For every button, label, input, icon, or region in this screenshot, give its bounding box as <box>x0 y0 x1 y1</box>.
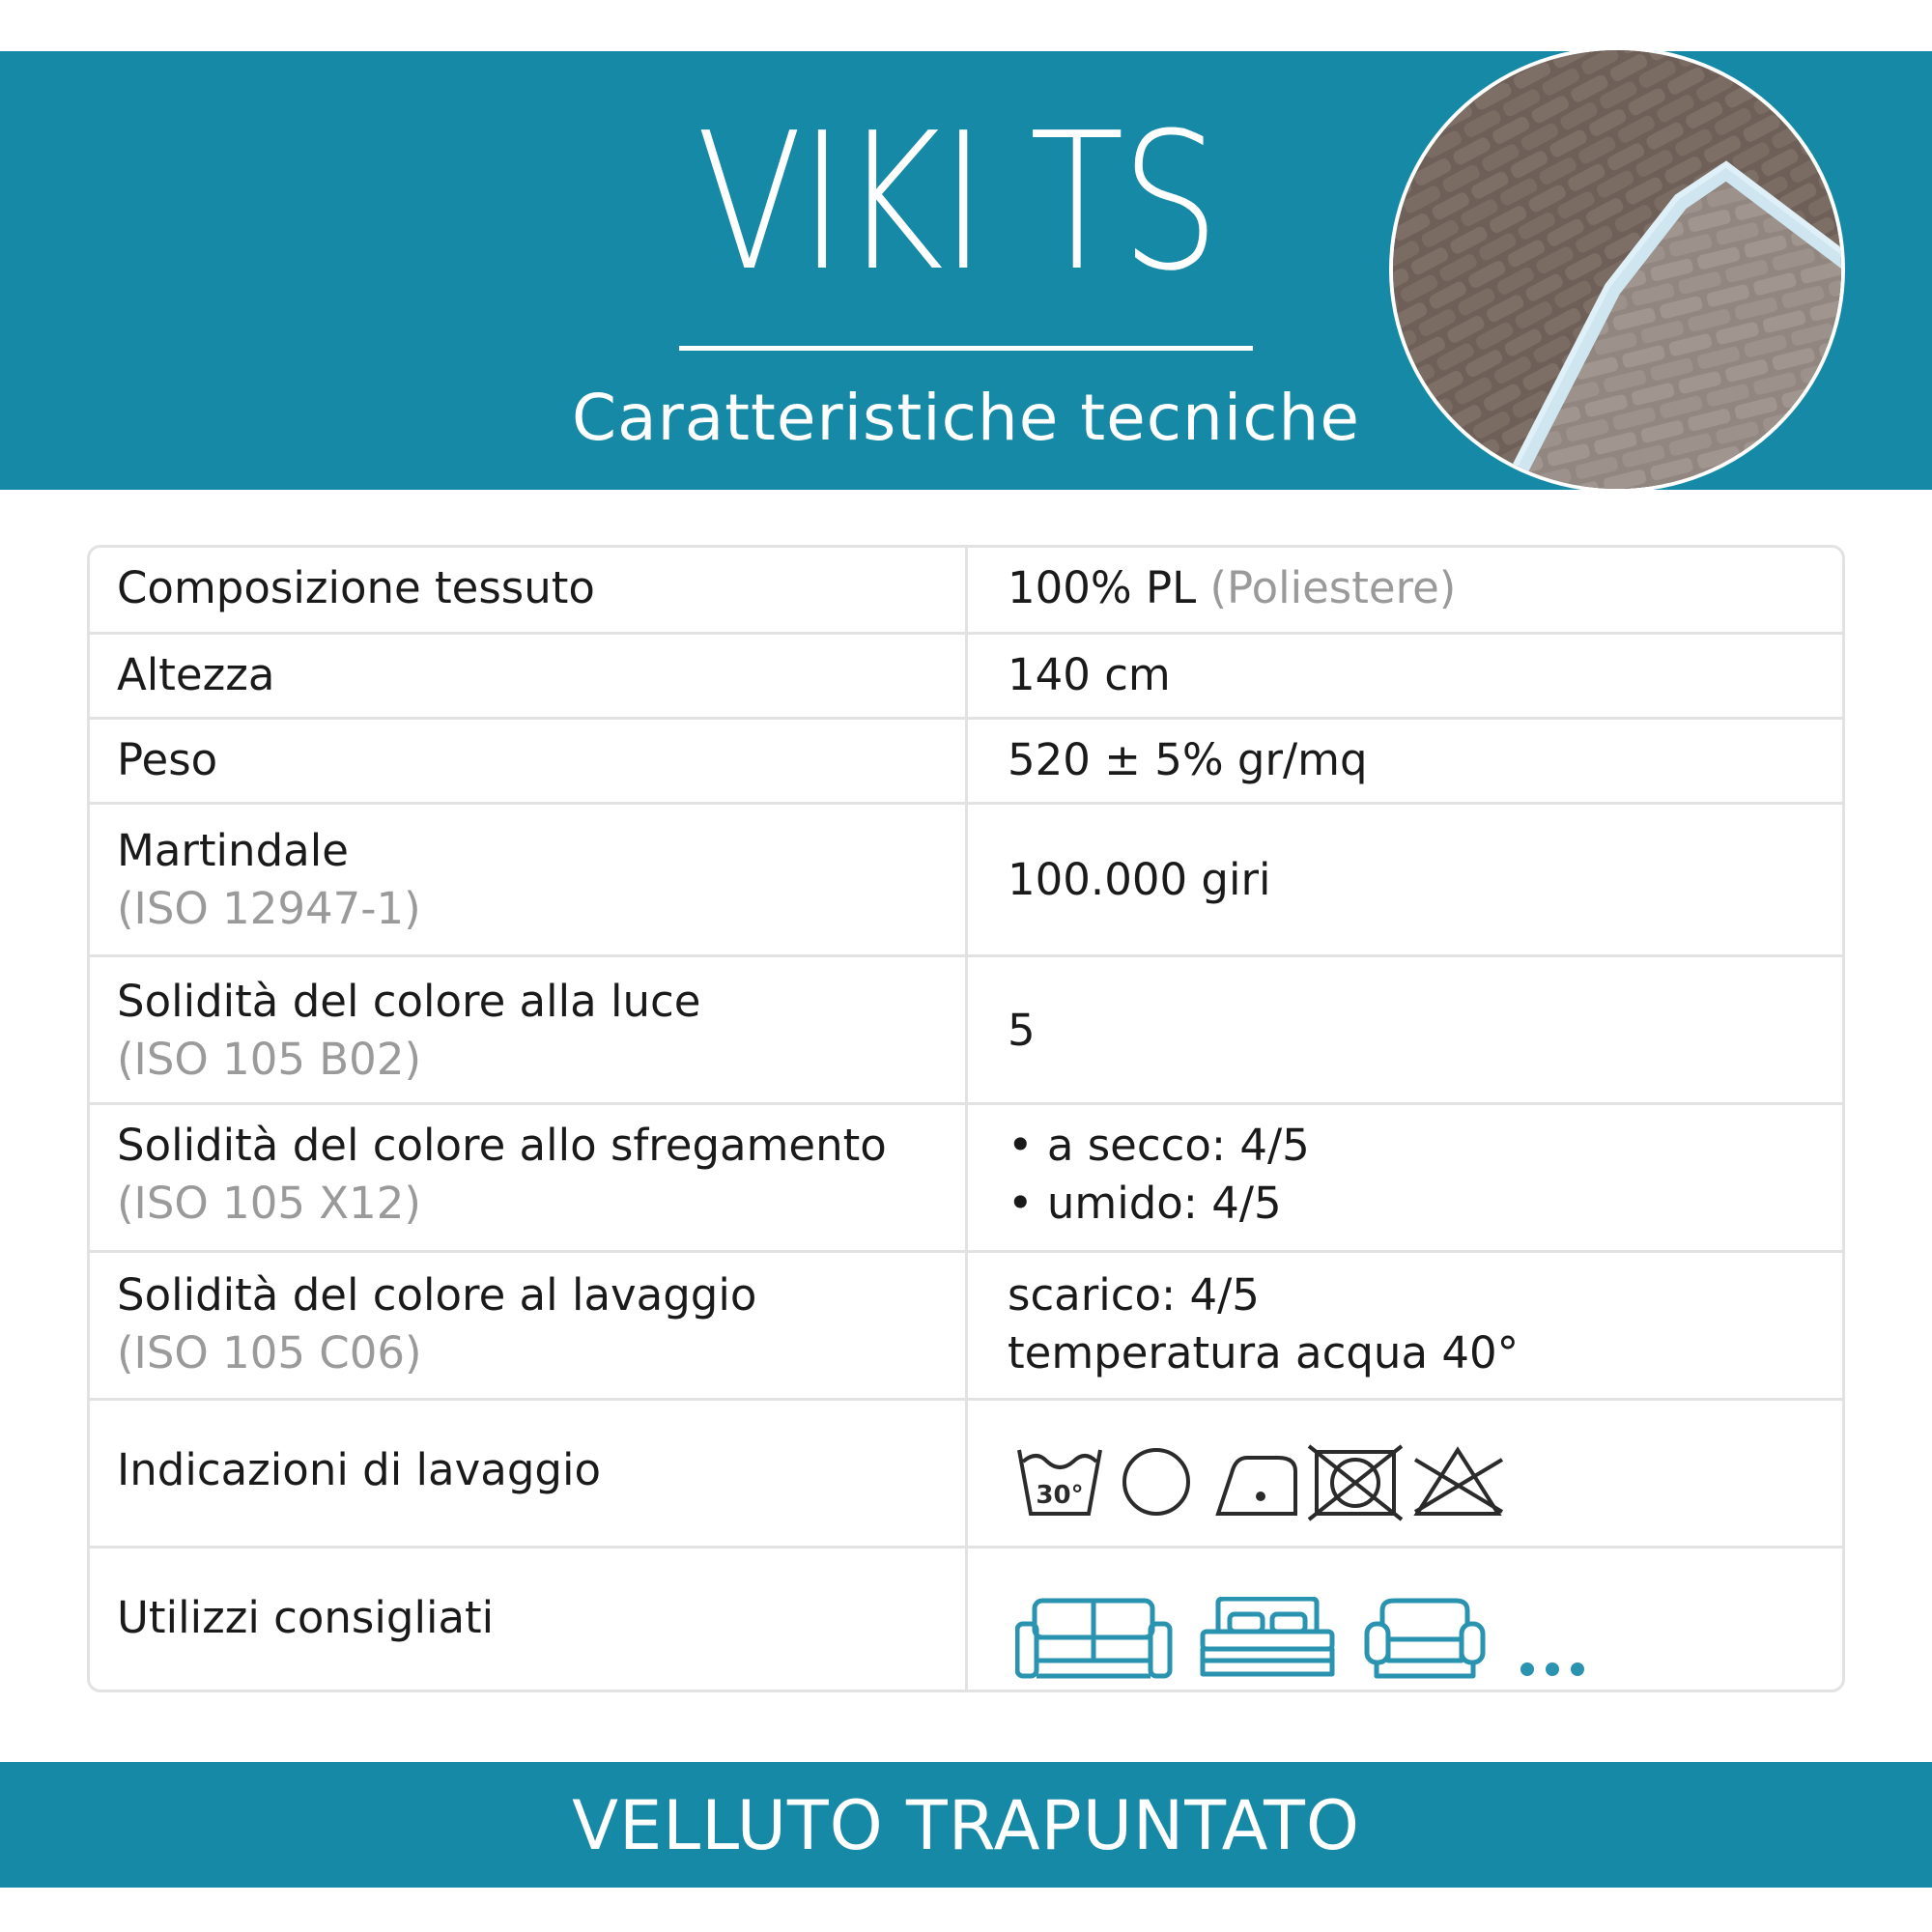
spec-label-note: (ISO 12947-1) <box>117 883 421 934</box>
dry-clean-icon <box>1124 1450 1188 1514</box>
spec-value-line: temperatura acqua 40° <box>1008 1327 1520 1378</box>
spec-label: Composizione tessuto <box>117 562 595 613</box>
wash-30-icon <box>1019 1450 1100 1514</box>
spec-value: 140 cm <box>1008 649 1171 700</box>
page-subtitle: Caratteristiche tecniche <box>572 381 1360 455</box>
table-row <box>90 1250 1842 1398</box>
spec-label: Altezza <box>117 649 275 700</box>
spec-label-note: (ISO 105 C06) <box>117 1327 422 1378</box>
spec-table <box>87 545 1845 1692</box>
table-row <box>90 632 1842 717</box>
spec-value-line: scarico: 4/5 <box>1008 1269 1260 1321</box>
bed-icon <box>1203 1599 1332 1674</box>
spec-label-note: (ISO 105 B02) <box>117 1034 421 1085</box>
armchair-icon <box>1367 1601 1483 1676</box>
usage-icons <box>1015 1597 1634 1688</box>
spec-label: Solidità del colore allo sfregamento <box>117 1120 887 1171</box>
no-tumble-dry-icon <box>1309 1446 1402 1520</box>
wash-temp-label: 30° <box>1036 1481 1084 1510</box>
table-row <box>90 717 1842 802</box>
iron-low-icon <box>1218 1458 1295 1514</box>
fabric-photo <box>1389 46 1845 493</box>
spec-label: Indicazioni di lavaggio <box>117 1444 601 1495</box>
no-bleach-icon <box>1415 1450 1502 1514</box>
spec-label-note: (ISO 105 X12) <box>117 1178 421 1229</box>
spec-label: Solidità del colore al lavaggio <box>117 1269 757 1321</box>
spec-label: Peso <box>117 734 218 785</box>
usage-icons-strip <box>1015 1597 1634 1684</box>
table-row <box>90 954 1842 1102</box>
spec-label: Utilizzi consigliati <box>117 1592 495 1643</box>
spec-value <box>1008 559 1456 617</box>
spec-label: Martindale <box>117 825 349 876</box>
table-row <box>90 802 1842 954</box>
spec-value: 5 <box>1008 1005 1036 1056</box>
spec-value-line: • umido: 4/5 <box>1008 1178 1282 1229</box>
table-row <box>90 1102 1842 1250</box>
care-icons <box>1015 1444 1518 1525</box>
table-row <box>90 1398 1842 1546</box>
spec-value-note: (Poliestere) <box>1209 562 1457 613</box>
footer-title: VELLUTO TRAPUNTATO <box>572 1786 1360 1865</box>
product-title: VIKI TS <box>696 93 1217 313</box>
spec-value-main: 100% PL <box>1008 562 1197 613</box>
spec-value-line: • a secco: 4/5 <box>1008 1120 1310 1171</box>
care-icons-strip <box>1015 1444 1518 1521</box>
table-row <box>90 1546 1842 1692</box>
spec-value: 100.000 giri <box>1008 854 1271 905</box>
spec-value: 520 ± 5% gr/mq <box>1008 734 1368 785</box>
fabric-swatch-illustration <box>1393 50 1845 493</box>
spec-label: Solidità del colore alla luce <box>117 976 701 1027</box>
table-row <box>90 548 1842 632</box>
footer-band <box>0 1762 1932 1888</box>
more-dots-icon <box>1520 1662 1584 1676</box>
sofa-icon <box>1017 1601 1170 1676</box>
title-divider <box>679 346 1253 351</box>
